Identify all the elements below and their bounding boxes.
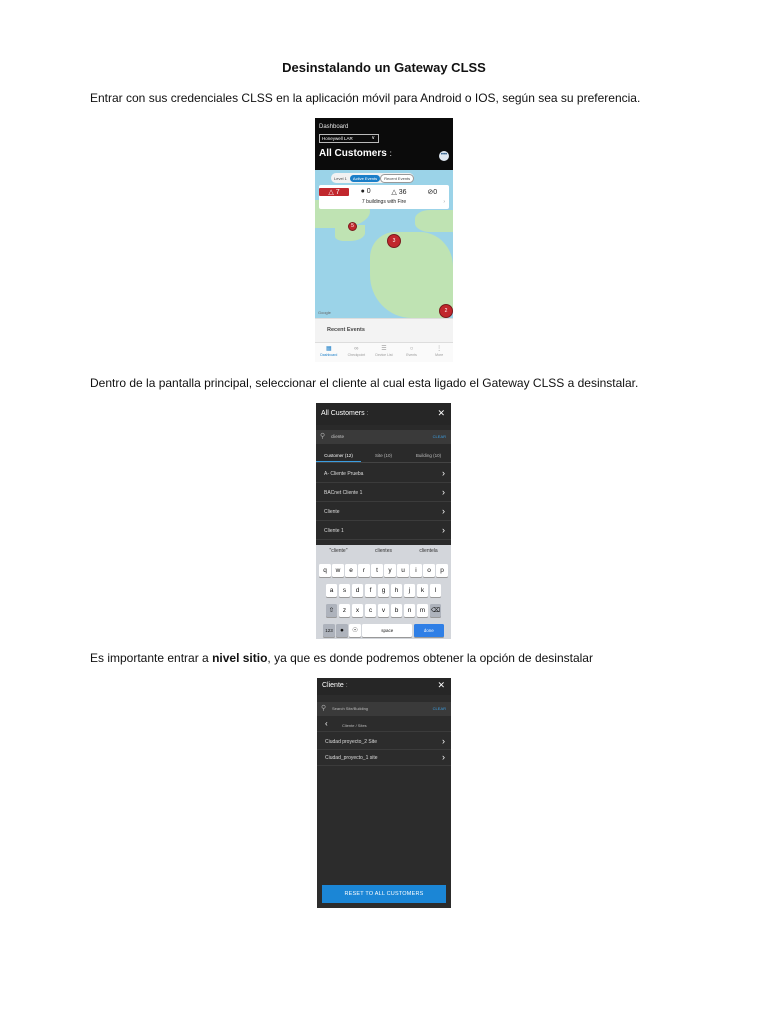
key[interactable]: e [345, 564, 357, 577]
key[interactable]: w [332, 564, 344, 577]
onscreen-keyboard [316, 545, 451, 639]
paragraph-login: Entrar con sus credenciales CLSS en la aplicación móvil para Android o IOS, según sea su preferencia. [90, 91, 641, 105]
key[interactable]: p [436, 564, 448, 577]
screenshot-site-list [317, 678, 451, 908]
list-item[interactable]: Ciudad proyecto_2 Site › [317, 735, 451, 750]
key[interactable]: y [384, 564, 396, 577]
chevron-right-icon: › [442, 736, 445, 746]
key[interactable]: a [326, 584, 338, 597]
recent-events-label: Recent Events [327, 327, 365, 333]
chevron-right-icon: › [442, 487, 445, 497]
tab-customer[interactable]: Customer (12) [316, 449, 361, 462]
backspace-key-icon[interactable]: ⌫ [430, 604, 442, 617]
search-icon: ⚲ [321, 705, 327, 712]
key[interactable]: d [352, 584, 364, 597]
shift-key-icon[interactable]: ⇧ [326, 604, 338, 617]
site-select[interactable] [319, 134, 379, 143]
key[interactable]: g [378, 584, 390, 597]
keyboard-row-4 [316, 624, 451, 637]
key[interactable]: b [391, 604, 403, 617]
key[interactable]: l [430, 584, 442, 597]
tab-site[interactable]: Site (10) [374, 453, 392, 458]
back-icon[interactable]: ‹ [325, 719, 328, 728]
space-key[interactable]: space [362, 624, 412, 637]
document-title: Desinstalando un Gateway CLSS [282, 60, 486, 75]
site-select-value: Honeywell LAR [322, 136, 353, 141]
keyboard-row-3 [316, 604, 451, 617]
fire-count[interactable]: △ 7 [319, 188, 349, 196]
grid-icon: ▦ [325, 346, 332, 352]
key[interactable]: x [352, 604, 364, 617]
key[interactable]: m [417, 604, 429, 617]
status-summary-card[interactable] [319, 185, 449, 209]
map-marker[interactable]: 5 [348, 222, 357, 231]
screenshot-customer-picker [316, 403, 451, 639]
numbers-key[interactable]: 123 [323, 624, 335, 637]
bottom-nav [315, 342, 453, 362]
bell-icon: ○ [409, 346, 414, 352]
picker-header [316, 403, 451, 425]
reset-to-all-customers-button[interactable]: RESET TO ALL CUSTOMERS [322, 885, 446, 903]
paragraph-site-level: Es importante entrar a nivel sitio, ya que es donde podremos obtener la opción de desinstalar [90, 651, 593, 665]
key[interactable]: c [365, 604, 377, 617]
list-item[interactable]: Cliente 1 › [316, 522, 451, 540]
chevron-right-icon: › [442, 468, 445, 478]
picker-tabs [316, 449, 451, 463]
key[interactable]: n [404, 604, 416, 617]
suggestion[interactable]: clientela [419, 548, 438, 554]
chevron-right-icon: › [442, 525, 445, 535]
tab-recent-events[interactable]: Recent Events [380, 174, 414, 183]
key[interactable]: z [339, 604, 351, 617]
drop-icon: ● [360, 188, 365, 195]
map-marker[interactable]: 2 [439, 304, 453, 318]
chevron-right-icon: › [442, 752, 445, 762]
keyboard-row-1 [316, 564, 451, 577]
list-item[interactable]: A- Cliente Prueba › [316, 465, 451, 483]
breadcrumb [317, 719, 451, 732]
dashboard-label: Dashboard [319, 124, 349, 130]
site-header [317, 678, 451, 695]
disabled-count[interactable]: ⊘0 [427, 188, 438, 196]
checkpoint-icon: ∞ [354, 346, 359, 352]
key[interactable]: q [319, 564, 331, 577]
tab-active-events[interactable]: Active Events [350, 175, 380, 182]
key[interactable]: k [417, 584, 429, 597]
key[interactable]: h [391, 584, 403, 597]
chevron-right-icon: › [443, 199, 445, 205]
site-search-input[interactable] [317, 702, 451, 716]
suggestion[interactable]: "cliente" [329, 548, 348, 554]
more-vertical-icon: ⋮ [436, 346, 443, 352]
key[interactable]: o [423, 564, 435, 577]
map-view[interactable] [315, 170, 453, 318]
key[interactable]: u [397, 564, 409, 577]
customers-title[interactable]: All Customers : [319, 148, 392, 159]
key[interactable]: r [358, 564, 370, 577]
suggestion[interactable]: clientes [375, 548, 392, 554]
dashboard-header [315, 118, 453, 170]
nav-checkpoint[interactable]: ∞ Checkpoint [343, 343, 371, 362]
key[interactable]: t [371, 564, 383, 577]
picker-title: All Customers : [321, 410, 369, 417]
list-item[interactable]: Cliente › [316, 503, 451, 521]
key[interactable]: v [378, 604, 390, 617]
search-placeholder: Search Site/Building [332, 706, 369, 711]
events-tabs [331, 173, 414, 183]
supervisory-count[interactable]: ● 0 [360, 188, 371, 195]
search-icon: ⚲ [320, 433, 326, 440]
chevron-down-icon: ∨ [371, 135, 375, 141]
keyboard-row-2 [316, 584, 451, 597]
microphone-icon[interactable]: ☉ [349, 624, 361, 637]
tab-building[interactable]: Building (10) [415, 453, 442, 458]
list-icon: ☰ [381, 346, 387, 352]
recent-events-panel[interactable] [315, 318, 453, 342]
screenshot-dashboard [315, 118, 453, 362]
clear-button[interactable]: CLEAR [432, 706, 446, 711]
fire-buildings-line[interactable]: 7 buildings with Fire › [361, 199, 445, 205]
search-value: cliente [331, 434, 345, 439]
paragraph-select-client: Dentro de la pantalla principal, seleccionar el cliente al cual esta ligado el Gateway CLSS a desinstalar. [90, 376, 639, 390]
more-icon[interactable]: ••• [439, 151, 449, 161]
warning-icon: △ [391, 188, 397, 196]
nav-device-list[interactable]: ☰ Device List [370, 343, 398, 362]
globe-icon[interactable]: ● [336, 624, 348, 637]
map-attribution: Google [318, 310, 331, 315]
chevron-right-icon: › [442, 506, 445, 516]
breadcrumb-path: Cliente / Sites [342, 723, 367, 728]
list-item[interactable]: BACnet Cliente 1 › [316, 484, 451, 502]
fire-icon: △ [328, 188, 334, 196]
trouble-count[interactable]: △ 36 [391, 188, 407, 196]
nav-events[interactable]: ○ Events [398, 343, 426, 362]
nav-more[interactable]: ⋮ More [425, 343, 453, 362]
close-icon[interactable]: ✕ [437, 408, 445, 418]
key[interactable]: j [404, 584, 416, 597]
key[interactable]: i [410, 564, 422, 577]
map-marker[interactable]: 3 [387, 234, 401, 248]
tab-level[interactable]: Level 1 [334, 175, 347, 181]
key[interactable]: s [339, 584, 351, 597]
disabled-icon: ⊘ [427, 188, 434, 196]
nav-dashboard[interactable]: ▦ Dashboard [315, 343, 343, 362]
clear-button[interactable]: CLEAR [432, 434, 446, 439]
list-item[interactable]: Ciudad_proyecto_1 site › [317, 751, 451, 766]
keyboard-suggestions [316, 548, 451, 554]
site-title: Cliente : [322, 682, 348, 689]
key[interactable]: f [365, 584, 377, 597]
customer-search-input[interactable] [316, 430, 451, 444]
done-key[interactable]: done [414, 624, 444, 637]
close-icon[interactable]: ✕ [437, 680, 445, 690]
